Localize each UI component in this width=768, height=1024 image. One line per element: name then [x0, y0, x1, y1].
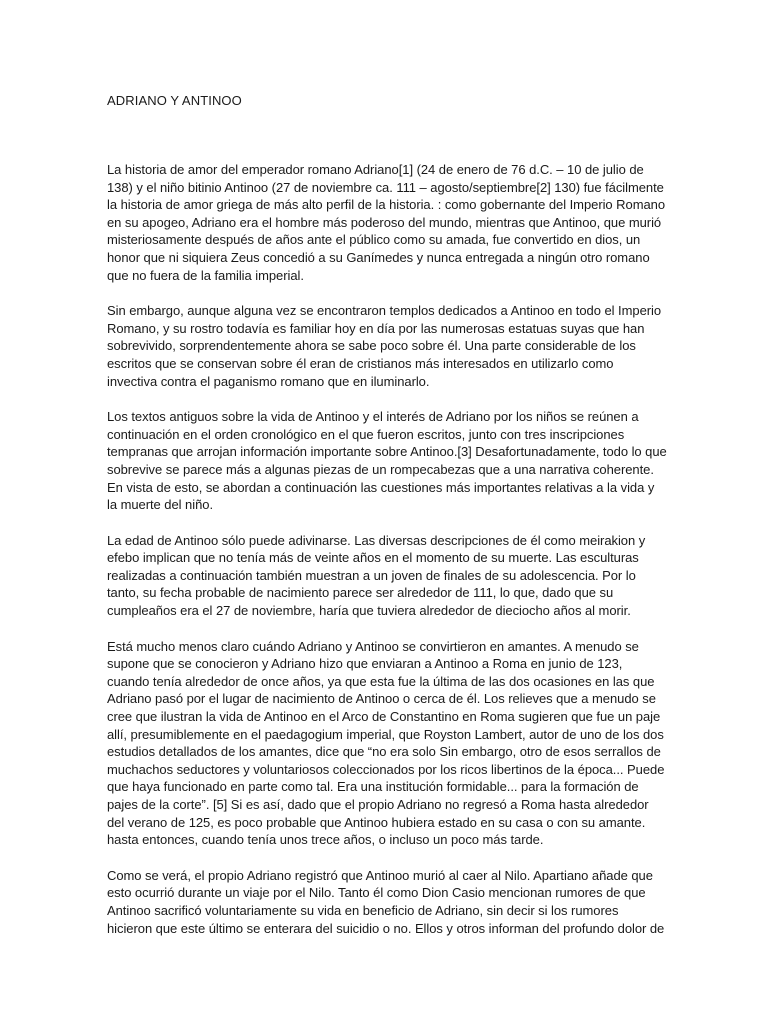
- document-body: [107, 161, 667, 955]
- paragraph-4: La edad de Antinoo sólo puede adivinarse. Las diversas descripciones de él como meirakion y efebo implican que no tenía más de veinte años en el momento de su muerte. Las esculturas realizadas a continuación también muestran a un joven de finales de su adolescencia. Por lo tanto, su fecha probable de nacimiento parece ser alrededor de 111, lo que, dado que su cumpleaños era el 27 de noviembre, haría que tuviera alrededor de dieciocho años al morir.: [107, 532, 646, 619]
- paragraph-6: Como se verá, el propio Adriano registró que Antinoo murió al caer al Nilo. Apartiano añade que esto ocurrió durante un viaje por el Nilo. Tanto él como Dion Casio mencionan rumores de que Antinoo sacrificó voluntariamente su vida en beneficio de Adriano, sin decir si los rumores hicieron que este último se enterara del suicidio o no. Ellos y otros informan del profundo dolor de: [107, 867, 665, 936]
- paragraph-2: Sin embargo, aunque alguna vez se encontraron templos dedicados a Antinoo en todo el Imperio Romano, y su rostro todavía es familiar hoy en día por las numerosas estatuas suyas que han sobrevivido, sorprendentemente ahora se sabe poco sobre él. Una parte considerable de los escritos que se conservan sobre él eran de cristianos más interesados en utilizarlo como invectiva contra el paganismo romano que en iluminarlo.: [107, 303, 662, 389]
- paragraph-3: Los textos antiguos sobre la vida de Antinoo y el interés de Adriano por los niños se reúnen a continuación en el orden cronológico en el que fueron escritos, junto con tres inscripciones tempranas que arrojan información importante sobre Antinoo.[3] Desafortunadamente, todo lo que sobrevive se parece más a algunas piezas de un rompecabezas que a una narrativa coherente. En vista de esto, se abordan a continuación las cuestiones más importantes relativas a la vida y la muerte del niño.: [107, 409, 667, 513]
- paragraph-5: Está mucho menos claro cuándo Adriano y Antinoo se convirtieron en amantes. A menudo se supone que se conocieron y Adriano hizo que enviaran a Antinoo a Roma en junio de 123, cuando tenía alrededor de once años, ya que esta fue la última de las dos ocasiones en las que Adriano pasó por el lugar de nacimiento de Antinoo o cerca de él. Los relieves que a menudo se cree que ilustran la vida de Antinoo en el Arco de Constantino en Roma sugieren que fue un paje allí, presumiblemente en el paedagogium imperial, que Royston Lambert, autor de uno de los dos estudios detallados de los amantes, dice que “no era solo Sin embargo, otro de esos serrallos de muchachos seductores y voluntariosos coleccionados por los ricos libertinos de la época... Puede que haya funcionado en parte como tal. Era una institución formidable... para la formación de pajes de la corte”. [5] Si es así, dado que el propio Adriano no regresó a Roma hasta alrededor del verano de 125, es poco probable que Antinoo hubiera estado en su casa o con su amante. hasta entonces, cuando tenía unos trece años, o incluso un poco más tarde.: [107, 638, 665, 848]
- document-title: ADRIANO Y ANTINOO: [107, 93, 242, 108]
- paragraph-1: La historia de amor del emperador romano Adriano[1] (24 de enero de 76 d.C. – 10 de julio de 138) y el niño bitinio Antinoo (27 de noviembre ca. 111 – agosto/septiembre[2] 130) fue fácilmente la historia de amor griega de más alto perfil de la historia. : como gobernante del Imperio Romano en su apogeo, Adriano era el hombre más poderoso del mundo, mientras que Antinoo, que murió misteriosamente después de años ante el público como su amada, fue convertido en dios, un honor que ni siquiera Zeus concedió a su Ganímedes y nunca entregada a ningún otro romano que no fuera de la familia imperial.: [107, 162, 666, 283]
